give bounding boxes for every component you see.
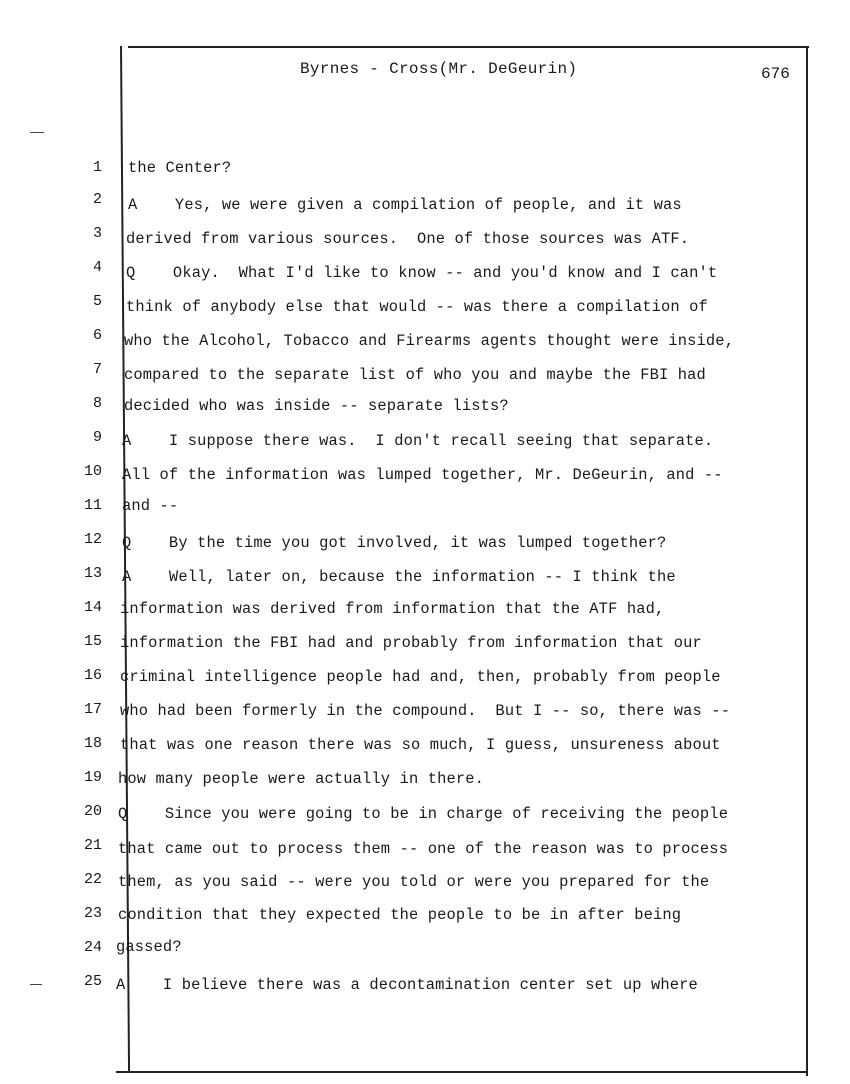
line-number: 21 xyxy=(83,837,102,854)
margin-mark xyxy=(30,132,44,133)
transcript-line: A Yes, we were given a compilation of people, and it was xyxy=(128,196,682,214)
transcript-line: think of anybody else that would -- was there a compilation of xyxy=(126,298,708,316)
transcript-line: gassed? xyxy=(116,938,182,956)
page-border-top xyxy=(128,46,809,48)
transcript-line: how many people were actually in there. xyxy=(118,770,485,788)
line-number: 25 xyxy=(83,973,102,990)
line-number: 1 xyxy=(92,159,102,176)
transcript-line: A I suppose there was. I don't recall seeing that separate. xyxy=(122,432,714,450)
line-number: 14 xyxy=(83,599,102,616)
line-number: 23 xyxy=(83,905,102,922)
transcript-line: information was derived from information that the ATF had, xyxy=(120,600,665,618)
line-number: 3 xyxy=(92,225,102,242)
line-number: 6 xyxy=(92,327,102,344)
transcript-line: Q Okay. What I'd like to know -- and you'd know and I can't xyxy=(126,264,718,282)
page-number: 676 xyxy=(761,65,790,83)
transcript-line: that was one reason there was so much, I guess, unsureness about xyxy=(120,736,721,754)
transcript-line: who the Alcohol, Tobacco and Firearms agents thought were inside, xyxy=(124,332,735,350)
transcript-line: them, as you said -- were you told or were you prepared for the xyxy=(118,873,710,891)
page-border-bottom xyxy=(116,1071,806,1073)
line-number: 22 xyxy=(83,871,102,888)
transcript-line: derived from various sources. One of those sources was ATF. xyxy=(126,230,690,248)
line-number: 11 xyxy=(83,497,102,514)
line-number: 12 xyxy=(83,531,102,548)
line-number: 19 xyxy=(83,769,102,786)
margin-mark xyxy=(30,984,42,985)
transcript-line: criminal intelligence people had and, then, probably from people xyxy=(120,668,721,686)
transcript-line: that came out to process them -- one of the reason was to process xyxy=(118,840,729,858)
page-header-title: Byrnes - Cross(Mr. DeGeurin) xyxy=(300,60,578,78)
line-number: 20 xyxy=(83,803,102,820)
transcript-line: Q Since you were going to be in charge of receiving the people xyxy=(118,805,729,823)
transcript-line: Q By the time you got involved, it was lumped together? xyxy=(122,534,667,552)
line-number: 17 xyxy=(83,701,102,718)
transcript-line: All of the information was lumped together, Mr. DeGeurin, and -- xyxy=(122,466,723,484)
line-number: 5 xyxy=(92,293,102,310)
line-number: 13 xyxy=(83,565,102,582)
transcript-line: information the FBI had and probably from information that our xyxy=(120,634,702,652)
transcript-line: who had been formerly in the compound. But I -- so, there was -- xyxy=(120,702,731,720)
line-number: 4 xyxy=(92,259,102,276)
transcript-line: A Well, later on, because the information -- I think the xyxy=(122,568,676,586)
line-number: 18 xyxy=(83,735,102,752)
transcript-line: A I believe there was a decontamination center set up where xyxy=(116,976,698,994)
page-border-right xyxy=(806,46,808,1076)
transcript-line: the Center? xyxy=(128,159,232,177)
line-number: 16 xyxy=(83,667,102,684)
line-number: 10 xyxy=(83,463,102,480)
transcript-line: and -- xyxy=(122,497,179,515)
line-number: 24 xyxy=(83,939,102,956)
line-number: 7 xyxy=(92,361,102,378)
transcript-line: decided who was inside -- separate lists? xyxy=(124,397,509,415)
transcript-line: condition that they expected the people to be in after being xyxy=(118,906,682,924)
line-number: 15 xyxy=(83,633,102,650)
transcript-line: compared to the separate list of who you and maybe the FBI had xyxy=(124,366,706,384)
line-number: 2 xyxy=(92,191,102,208)
line-number: 9 xyxy=(92,429,102,446)
line-number: 8 xyxy=(92,395,102,412)
